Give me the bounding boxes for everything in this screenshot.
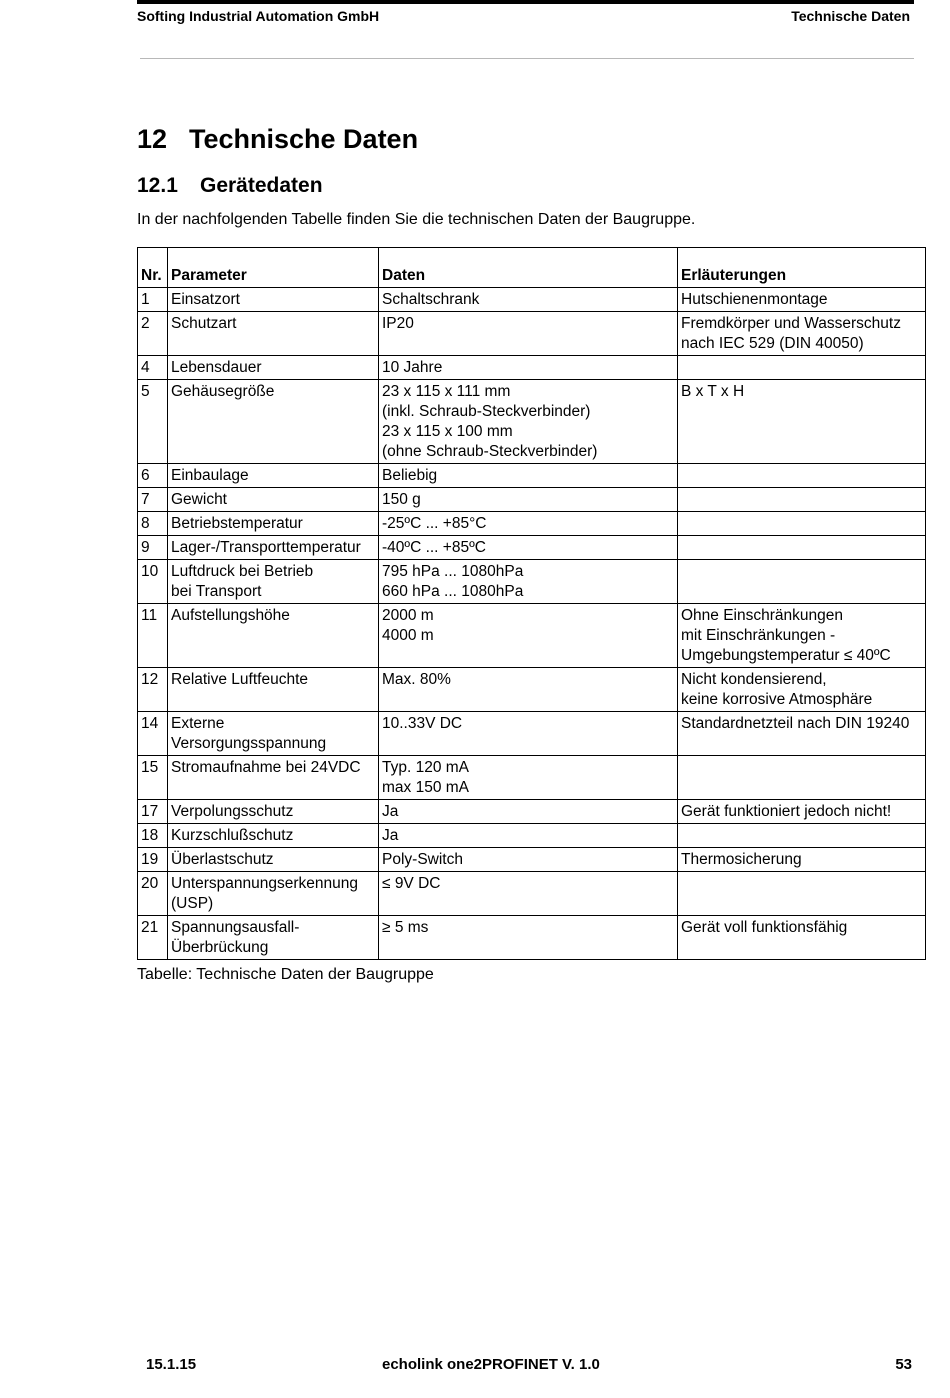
table-row (138, 488, 926, 512)
table-row (138, 464, 926, 488)
footer-page-number: 53 (895, 1356, 912, 1373)
cell-nr: 12 (138, 668, 168, 712)
table-row (138, 536, 926, 560)
chapter-number: 12 (137, 124, 168, 154)
cell-erlaeuterungen: Thermosicherung (678, 848, 926, 872)
table-body (138, 288, 926, 960)
cell-daten: Max. 80% (379, 668, 678, 712)
cell-parameter: Stromaufnahme bei 24VDC (168, 756, 379, 800)
cell-parameter: Aufstellungshöhe (168, 604, 379, 668)
cell-nr: 9 (138, 536, 168, 560)
cell-parameter: Betriebstemperatur (168, 512, 379, 536)
table-row (138, 800, 926, 824)
cell-erlaeuterungen: Fremdkörper und Wasserschutz nach IEC 529 (DIN 40050) (678, 312, 926, 356)
cell-parameter: Kurzschlußschutz (168, 824, 379, 848)
cell-erlaeuterungen: Standardnetzteil nach DIN 19240 (678, 712, 926, 756)
header-company: Softing Industrial Automation GmbH (137, 8, 380, 24)
cell-erlaeuterungen (678, 356, 926, 380)
cell-erlaeuterungen: Hutschienenmontage (678, 288, 926, 312)
cell-parameter: Schutzart (168, 312, 379, 356)
table-caption: Tabelle: Technische Daten der Baugruppe (137, 966, 434, 983)
cell-erlaeuterungen (678, 560, 926, 604)
cell-nr: 21 (138, 916, 168, 960)
intro-paragraph: In der nachfolgenden Tabelle finden Sie die technischen Daten der Baugruppe. (137, 211, 696, 228)
cell-parameter: Gewicht (168, 488, 379, 512)
header-divider (140, 58, 914, 59)
cell-parameter: Einbaulage (168, 464, 379, 488)
cell-parameter: Luftdruck bei Betrieb bei Transport (168, 560, 379, 604)
cell-erlaeuterungen (678, 872, 926, 916)
cell-nr: 11 (138, 604, 168, 668)
cell-erlaeuterungen (678, 756, 926, 800)
cell-parameter: Einsatzort (168, 288, 379, 312)
cell-daten: -25ºC ... +85°C (379, 512, 678, 536)
cell-daten: 23 x 115 x 111 mm (inkl. Schraub-Steckverbinder) 23 x 115 x 100 mm (ohne Schraub-Steckverbinder) (379, 380, 678, 464)
cell-nr: 15 (138, 756, 168, 800)
cell-daten: Typ. 120 mA max 150 mA (379, 756, 678, 800)
table-row (138, 288, 926, 312)
cell-nr: 7 (138, 488, 168, 512)
cell-parameter: Externe Versorgungsspannung (168, 712, 379, 756)
table-row (138, 380, 926, 464)
cell-nr: 1 (138, 288, 168, 312)
technical-data-table (137, 247, 926, 960)
cell-erlaeuterungen: Gerät voll funktionsfähig (678, 916, 926, 960)
cell-daten: Ja (379, 800, 678, 824)
cell-nr: 5 (138, 380, 168, 464)
cell-erlaeuterungen (678, 488, 926, 512)
table-row (138, 872, 926, 916)
table-row (138, 756, 926, 800)
cell-erlaeuterungen (678, 512, 926, 536)
cell-nr: 17 (138, 800, 168, 824)
cell-parameter: Überlastschutz (168, 848, 379, 872)
cell-nr: 6 (138, 464, 168, 488)
cell-nr: 8 (138, 512, 168, 536)
header-section: Technische Daten (791, 8, 910, 24)
cell-nr: 14 (138, 712, 168, 756)
table-row (138, 604, 926, 668)
footer-date: 15.1.15 (146, 1356, 197, 1373)
table-row (138, 312, 926, 356)
footer-product: echolink one2PROFINET V. 1.0 (382, 1356, 600, 1373)
cell-nr: 20 (138, 872, 168, 916)
cell-daten: -40ºC ... +85ºC (379, 536, 678, 560)
table-row (138, 712, 926, 756)
table-row (138, 356, 926, 380)
cell-parameter: Unterspannungserkennung (USP) (168, 872, 379, 916)
cell-parameter: Lebensdauer (168, 356, 379, 380)
cell-nr: 18 (138, 824, 168, 848)
cell-nr: 19 (138, 848, 168, 872)
cell-parameter: Spannungsausfall- Überbrückung (168, 916, 379, 960)
section-number: 12.1 (137, 174, 178, 197)
table-row (138, 668, 926, 712)
cell-erlaeuterungen (678, 464, 926, 488)
cell-daten: 10 Jahre (379, 356, 678, 380)
cell-daten: 10..33V DC (379, 712, 678, 756)
table-row (138, 824, 926, 848)
header-daten: Daten (379, 248, 678, 288)
table-header-row (138, 248, 926, 288)
table-row (138, 560, 926, 604)
cell-nr: 10 (138, 560, 168, 604)
chapter-heading (137, 124, 418, 155)
section-title: Gerätedaten (200, 174, 323, 197)
cell-daten: 150 g (379, 488, 678, 512)
chapter-title: Technische Daten (189, 124, 419, 154)
cell-erlaeuterungen (678, 536, 926, 560)
cell-nr: 4 (138, 356, 168, 380)
header-top-rule (137, 0, 914, 4)
header-erlaeuterungen: Erläuterungen (678, 248, 926, 288)
cell-daten: IP20 (379, 312, 678, 356)
cell-erlaeuterungen: Ohne Einschränkungen mit Einschränkungen - Umgebungstemperatur ≤ 40ºC (678, 604, 926, 668)
cell-parameter: Gehäusegröße (168, 380, 379, 464)
cell-nr: 2 (138, 312, 168, 356)
cell-daten: Poly-Switch (379, 848, 678, 872)
cell-daten: Schaltschrank (379, 288, 678, 312)
cell-daten: 2000 m 4000 m (379, 604, 678, 668)
cell-erlaeuterungen (678, 824, 926, 848)
header-parameter: Parameter (168, 248, 379, 288)
cell-erlaeuterungen: Nicht kondensierend, keine korrosive Atmosphäre (678, 668, 926, 712)
cell-daten: Ja (379, 824, 678, 848)
cell-daten: 795 hPa ... 1080hPa 660 hPa ... 1080hPa (379, 560, 678, 604)
cell-erlaeuterungen: B x T x H (678, 380, 926, 464)
table-row (138, 848, 926, 872)
section-heading (137, 174, 323, 198)
cell-parameter: Verpolungsschutz (168, 800, 379, 824)
header-nr: Nr. (138, 248, 168, 288)
cell-erlaeuterungen: Gerät funktioniert jedoch nicht! (678, 800, 926, 824)
cell-parameter: Lager-/Transporttemperatur (168, 536, 379, 560)
cell-daten: Beliebig (379, 464, 678, 488)
cell-parameter: Relative Luftfeuchte (168, 668, 379, 712)
cell-daten: ≤ 9V DC (379, 872, 678, 916)
cell-daten: ≥ 5 ms (379, 916, 678, 960)
table-row (138, 512, 926, 536)
table-row (138, 916, 926, 960)
